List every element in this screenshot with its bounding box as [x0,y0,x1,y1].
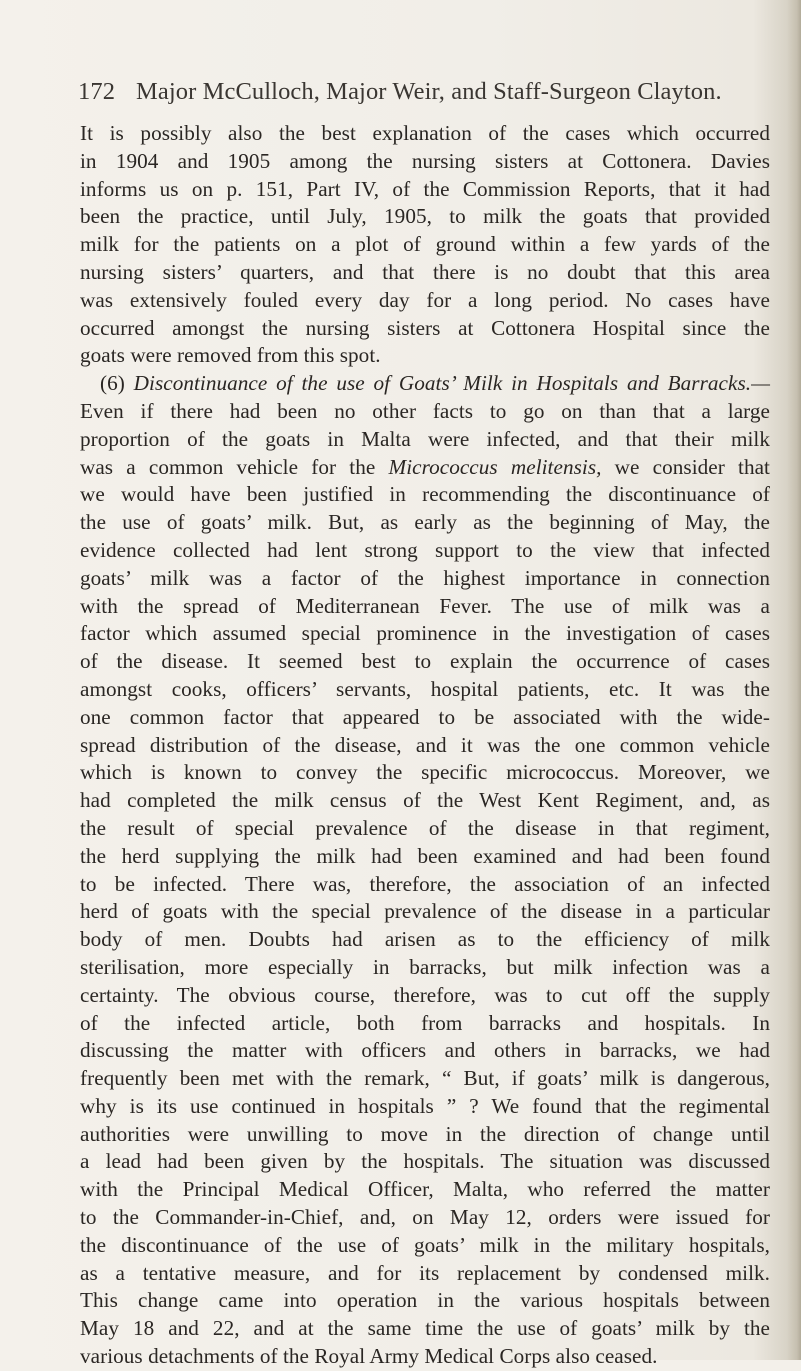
text-line: to be infected. There was, therefore, the association of an infected [80,871,770,896]
section-number: (6) [100,371,125,396]
text-line: as a tentative measure, and for its replacement by condensed milk. [80,1260,770,1285]
text-line: authorities were unwilling to move in the direction of change until [80,1121,770,1146]
body-text [80,120,770,1371]
text-line: we would have been justified in recommending the discontinuance of [80,482,770,507]
text-line: one common factor that appeared to be associated with the wide- [80,704,770,729]
text-line: factor which assumed special prominence in the investigation of cases [80,621,770,646]
text-line: a lead had been given by the hospitals. The situation was discussed [80,1149,770,1174]
text-line: informs us on p. 151, Part IV, of the Commission Reports, that it had [80,176,770,201]
text-line: It is possibly also the best explanation of the cases which occurred [80,121,770,145]
running-title: Major McCulloch, Major Weir, and Staff-Surgeon Clayton. [136,78,722,105]
text-line: sterilisation, more especially in barracks, but milk infection was a [80,954,770,979]
text-line: the use of goats’ milk. But, as early as the beginning of May, the [80,510,770,535]
text-line: goats were removed from this spot. [80,343,381,368]
section-heading: Discontinuance of the use of Goats’ Milk in Hospitals and Barracks.— [133,371,770,396]
text-line: which is known to convey the specific micrococcus. Moreover, we [80,760,770,785]
text-line: herd of goats with the special prevalence of the disease in a particular [80,899,770,924]
text-line: spread distribution of the disease, and it was the one common vehicle [80,732,770,757]
italic-term: Micrococcus melitensis, [388,454,602,479]
text-line: proportion of the goats in Malta were infected, and that their milk [80,426,770,451]
text-line: May 18 and 22, and at the same time the use of goats’ milk by the [80,1316,770,1341]
text-line: Even if there had been no other facts to go on than that a large [80,398,770,423]
text-line: This change came into operation in the various hospitals between [80,1288,770,1313]
text-line: occurred amongst the nursing sisters at Cottonera Hospital since the [80,315,770,340]
text-line: the result of special prevalence of the disease in that regiment, [80,815,770,840]
text-line: milk for the patients on a plot of ground within a few yards of the [80,232,770,257]
text-line: various detachments of the Royal Army Medical Corps also ceased. [80,1344,658,1369]
text-line: with the spread of Mediterranean Fever. The use of milk was a [80,593,770,618]
text-segment: was a common vehicle for the [80,454,376,479]
text-line: goats’ milk was a factor of the highest importance in connection [80,565,770,590]
text-line [80,454,770,482]
text-line: had completed the milk census of the West Kent Regiment, and, as [80,788,770,813]
running-header [78,78,768,106]
text-line: the herd supplying the milk had been examined and had been found [80,843,770,868]
text-line: frequently been met with the remark, “ But, if goats’ milk is dangerous, [80,1066,770,1091]
section-heading-line [80,370,770,398]
page-edge-shadow [787,0,801,1360]
text-line: discussing the matter with officers and others in barracks, we had [80,1038,770,1063]
paragraph-intro [80,120,770,370]
section-discontinuance [80,370,770,1371]
text-line: to the Commander-in-Chief, and, on May 12, orders were issued for [80,1205,770,1230]
text-line: why is its use continued in hospitals ” ? We found that the regimental [80,1093,770,1118]
text-line: evidence collected had lent strong support to the view that infected [80,537,770,562]
text-line: body of men. Doubts had arisen as to the efficiency of milk [80,927,770,952]
text-segment: we consider that [614,454,770,479]
text-line: nursing sisters’ quarters, and that there is no doubt that this area [80,259,770,284]
text-line: been the practice, until July, 1905, to milk the goats that provided [80,204,770,229]
text-line: the discontinuance of the use of goats’ milk in the military hospitals, [80,1232,770,1257]
text-line: with the Principal Medical Officer, Malta, who referred the matter [80,1177,770,1202]
text-line: of the infected article, both from barracks and hospitals. In [80,1010,770,1035]
text-line: certainty. The obvious course, therefore, was to cut off the supply [80,982,770,1007]
text-line: amongst cooks, officers’ servants, hospital patients, etc. It was the [80,676,770,701]
page-number: 172 [78,78,116,105]
text-line: in 1904 and 1905 among the nursing sisters at Cottonera. Davies [80,148,770,173]
text-line: of the disease. It seemed best to explain the occurrence of cases [80,649,770,674]
text-line: was extensively fouled every day for a long period. No cases have [80,287,770,312]
